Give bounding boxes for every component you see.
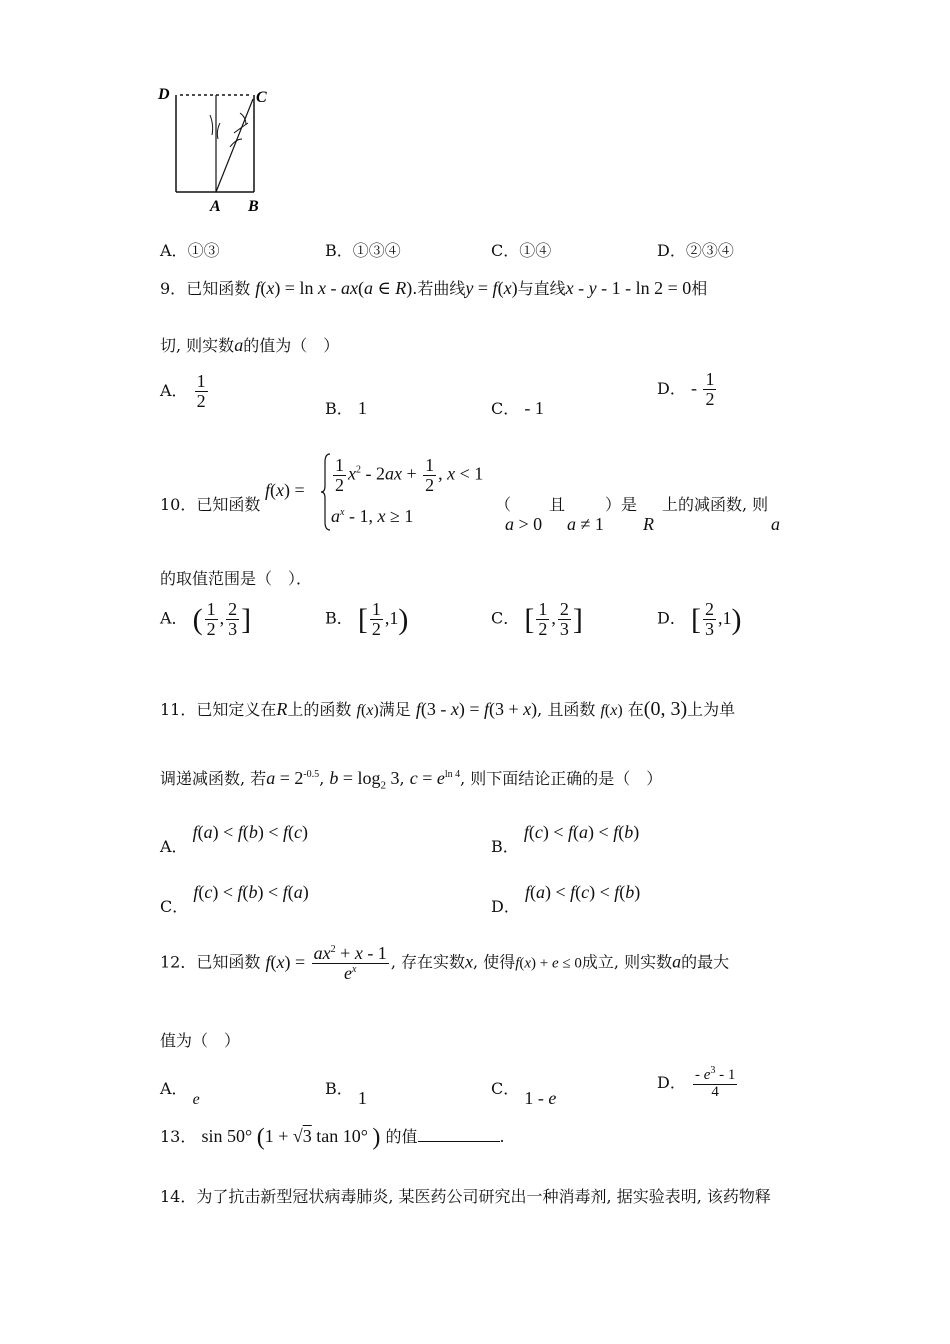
q9-option-c[interactable]: C． - 1 xyxy=(491,398,544,418)
q11-option-d[interactable]: D． f(a) < f(c) < f(b) xyxy=(491,882,641,916)
answer-blank[interactable] xyxy=(418,1127,500,1142)
q10-cond-b: a ≠ 1 xyxy=(567,514,604,534)
q12-option-a[interactable]: A． e xyxy=(160,1079,200,1108)
q10-case-1: $\frac{1}{2}$ $x^2 - 2ax$ + $\frac{1}{2}$ , x < 1 xyxy=(335,455,484,495)
q12-option-d[interactable]: D． $\frac{- e^3 - 1}{4}$ xyxy=(657,1065,736,1100)
q8-option-d[interactable]: D．②③④ xyxy=(657,241,734,260)
q10-tail: 上的减函数, 则 xyxy=(662,495,769,514)
q10-cond-close: ）是 xyxy=(605,495,638,514)
container-figure xyxy=(150,75,280,215)
label-c: C xyxy=(256,89,267,106)
q10-R: R xyxy=(643,514,654,534)
label-a: A xyxy=(210,198,221,215)
q10-cond-a: a > 0 xyxy=(505,514,543,534)
q10-fx: f(x) = xyxy=(265,480,305,500)
q12-option-c[interactable]: C． 1 - e xyxy=(491,1079,557,1108)
q11-option-a[interactable]: A． f(a) < f(b) < f(c) xyxy=(160,822,309,856)
q11-option-b[interactable]: B． f(c) < f(a) < f(b) xyxy=(491,822,640,856)
q10-option-b[interactable]: B． [ $\frac{1}{2}$ ,1) xyxy=(325,599,409,639)
q9-option-d[interactable]: D． - $\frac{1}{2}$ xyxy=(657,369,715,409)
q8-option-c[interactable]: C．①④ xyxy=(491,241,552,260)
question-10-line2: 的取值范围是（ ）． xyxy=(160,569,313,588)
question-9-line2: 切, 则实数a的值为（ ） xyxy=(160,335,340,355)
q11-option-c[interactable]: C． f(c) < f(b) < f(a) xyxy=(160,882,309,916)
q8-option-b[interactable]: B．①③④ xyxy=(325,241,401,260)
q10-option-d[interactable]: D． [ $\frac{2}{3}$ ,1) xyxy=(657,599,742,639)
question-11-line2: 调递减函数, 若$a = 2^{-0.5}$, $b = \log_2 3$, $c = e^{ln 4}$, 则下面结论正确的是（ ） xyxy=(160,768,663,792)
question-14: 14．为了抗击新型冠状病毒肺炎, 某医药公司研究出一种消毒剂, 据实验表明, 该药物释 xyxy=(160,1187,771,1206)
q9-option-b[interactable]: B． 1 xyxy=(325,398,367,418)
q10-option-a[interactable]: A． ( $\frac{1}{2}$ , $\frac{2}{3}$ ] xyxy=(160,599,252,639)
question-12: 12．已知函数 f(x) = $\frac{ax^2 + x - 1}{e^x}$ , 存在实数x, 使得f(x) + e ≤ 0成立, 则实数a的最大 xyxy=(160,943,730,983)
label-d: D xyxy=(158,86,170,103)
question-12-line2: 值为（ ） xyxy=(160,1031,241,1050)
question-11: 11．已知定义在R上的函数 f(x)满足 f(3 - x) = f(3 + x), 且函数 f(x) 在(0, 3)上为单 xyxy=(160,698,736,720)
q10-cond-and: 且 xyxy=(549,495,566,514)
question-13: 13． sin 50° (1 + √3 tan 10° ) 的值 . xyxy=(160,1124,505,1151)
q12-option-b[interactable]: B． 1 xyxy=(325,1079,367,1108)
label-b: B xyxy=(248,198,259,215)
q8-option-a[interactable]: A．①③ xyxy=(160,241,220,260)
q9-option-a[interactable]: A． $\frac{1}{2}$ xyxy=(160,371,206,411)
q10-option-c[interactable]: C． [ $\frac{1}{2}$ , $\frac{2}{3}$ ] xyxy=(491,599,583,639)
question-9: 9．已知函数 f(x) = ln x - ax(a ∈ R).若曲线y = f(x)与直线x - y - 1 - ln 2 = 0相 xyxy=(160,278,708,298)
q10-a: a xyxy=(771,514,780,534)
question-10-num: 10．已知函数 xyxy=(160,495,261,514)
q10-case-2: $a^x - 1$, x ≥ 1 xyxy=(331,506,414,526)
q10-cond-open: （ xyxy=(495,495,512,514)
